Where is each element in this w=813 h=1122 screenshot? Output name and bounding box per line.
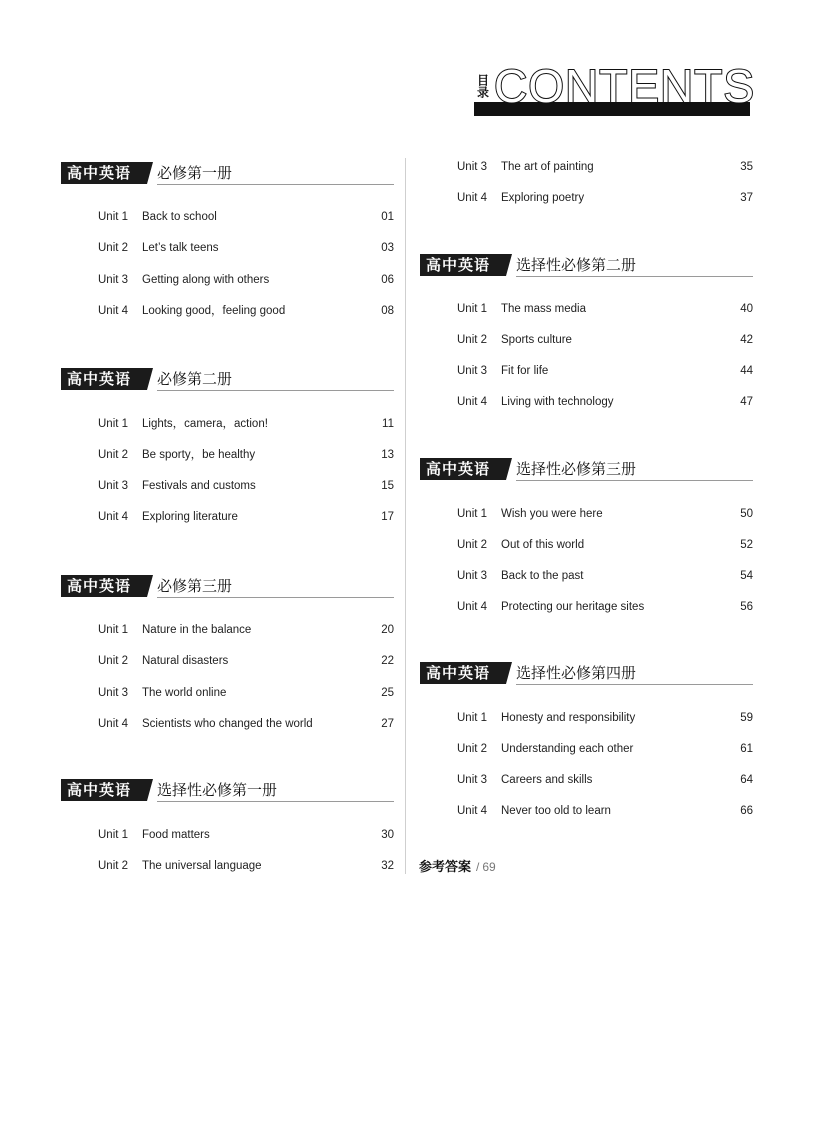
unit-number: Unit 2 — [457, 539, 488, 551]
unit-number: Unit 2 — [98, 242, 129, 254]
section-tag-text: 高中英语 — [426, 460, 491, 478]
section-tag — [61, 575, 147, 597]
unit-number: Unit 3 — [98, 687, 129, 699]
toc-entry[interactable] — [98, 416, 394, 432]
toc-entry[interactable] — [98, 240, 394, 256]
section-tag-text: 高中英语 — [67, 781, 132, 799]
unit-number: Unit 2 — [457, 334, 488, 346]
answers-separator: / — [476, 860, 480, 874]
section-book-title: 选择性必修第一册 — [157, 781, 278, 799]
unit-title: Understanding each other — [501, 743, 634, 755]
toc-entry[interactable] — [98, 272, 394, 288]
unit-number: Unit 4 — [457, 396, 488, 408]
section-tag — [420, 662, 506, 684]
unit-number: Unit 2 — [98, 655, 129, 667]
toc-entry[interactable] — [98, 716, 394, 732]
toc-entry[interactable] — [98, 478, 394, 494]
section-tag-text: 高中英语 — [426, 256, 491, 274]
toc-entry[interactable] — [98, 858, 394, 874]
unit-number: Unit 4 — [457, 805, 488, 817]
unit-title: Getting along with others — [142, 274, 270, 286]
section-header-book3 — [61, 575, 394, 597]
section-book-title: 必修第三册 — [157, 577, 233, 595]
section-header-elective1 — [61, 779, 394, 801]
section-header-book2 — [61, 368, 394, 390]
unit-title: Back to school — [142, 211, 217, 223]
unit-page: 13 — [381, 449, 394, 461]
toc-entry[interactable] — [98, 509, 394, 525]
unit-number: Unit 4 — [98, 718, 129, 730]
unit-title: Living with technology — [501, 396, 614, 408]
answers-entry[interactable] — [419, 856, 496, 874]
unit-title: The mass media — [501, 303, 587, 315]
unit-title: Natural disasters — [142, 655, 229, 667]
toc-entry[interactable] — [457, 190, 753, 206]
section-tag-text: 高中英语 — [67, 370, 132, 388]
unit-title: Nature in the balance — [142, 624, 252, 636]
section-rule — [157, 184, 394, 185]
unit-page: 64 — [740, 774, 753, 786]
toc-entry[interactable] — [457, 741, 753, 757]
header-title-en: CONTENTS — [494, 60, 755, 112]
unit-number: Unit 3 — [98, 480, 129, 492]
unit-page: 27 — [381, 718, 394, 730]
unit-title: Scientists who changed the world — [142, 718, 313, 730]
unit-page: 37 — [740, 192, 753, 204]
unit-page: 22 — [381, 655, 394, 667]
unit-number: Unit 1 — [98, 211, 129, 223]
unit-number: Unit 3 — [457, 774, 488, 786]
unit-page: 61 — [740, 743, 753, 755]
answers-label: 参考答案 — [419, 860, 472, 875]
toc-entry[interactable] — [457, 332, 753, 348]
unit-number: Unit 3 — [457, 365, 488, 377]
unit-number: Unit 3 — [457, 161, 488, 173]
unit-page: 15 — [381, 480, 394, 492]
unit-number: Unit 1 — [98, 829, 129, 841]
section-rule — [157, 597, 394, 598]
unit-title: Looking good，feeling good — [142, 305, 286, 317]
unit-title: Let’s talk teens — [142, 242, 219, 254]
toc-entry[interactable] — [457, 394, 753, 410]
column-divider — [405, 158, 406, 874]
section-header-elective2 — [420, 254, 753, 276]
toc-entry[interactable] — [98, 622, 394, 638]
answers-page: 69 — [482, 860, 496, 874]
toc-entry[interactable] — [457, 506, 753, 522]
section-tag — [420, 458, 506, 480]
unit-page: 17 — [381, 511, 394, 523]
unit-page: 40 — [740, 303, 753, 315]
unit-page: 42 — [740, 334, 753, 346]
unit-title: Never too old to learn — [501, 805, 611, 817]
unit-title: Be sporty，be healthy — [142, 449, 256, 461]
section-tag-text: 高中英语 — [67, 577, 132, 595]
unit-number: Unit 2 — [98, 860, 129, 872]
section-rule — [157, 390, 394, 391]
toc-entry[interactable] — [457, 599, 753, 615]
unit-page: 50 — [740, 508, 753, 520]
section-tag-text: 高中英语 — [67, 164, 132, 182]
unit-page: 59 — [740, 712, 753, 724]
toc-entry[interactable] — [457, 301, 753, 317]
unit-title: Festivals and customs — [142, 480, 256, 492]
unit-page: 01 — [381, 211, 394, 223]
unit-title: The universal language — [142, 860, 262, 872]
unit-title: Sports culture — [501, 334, 572, 346]
section-header-elective4 — [420, 662, 753, 684]
unit-number: Unit 3 — [98, 274, 129, 286]
section-header-book1 — [61, 162, 394, 184]
contents-header — [472, 60, 755, 118]
unit-page: 52 — [740, 539, 753, 551]
section-tag-text: 高中英语 — [426, 664, 491, 682]
unit-page: 03 — [381, 242, 394, 254]
header-title-cn-text: 目录 — [475, 74, 490, 98]
toc-entry[interactable] — [98, 827, 394, 843]
section-book-title: 选择性必修第三册 — [516, 460, 637, 478]
section-tag — [420, 254, 506, 276]
unit-page: 56 — [740, 601, 753, 613]
section-rule — [516, 480, 753, 481]
unit-page: 30 — [381, 829, 394, 841]
unit-title: Lights，camera，action! — [142, 418, 268, 430]
unit-page: 25 — [381, 687, 394, 699]
unit-number: Unit 4 — [457, 601, 488, 613]
unit-page: 11 — [382, 418, 394, 430]
unit-page: 20 — [381, 624, 394, 636]
unit-page: 35 — [740, 161, 753, 173]
unit-number: Unit 1 — [457, 508, 488, 520]
section-book-title: 选择性必修第四册 — [516, 664, 637, 682]
toc-entry[interactable] — [457, 568, 753, 584]
toc-entry[interactable] — [457, 803, 753, 819]
section-book-title: 选择性必修第二册 — [516, 256, 637, 274]
unit-title: Out of this world — [501, 539, 585, 551]
unit-page: 32 — [381, 860, 394, 872]
unit-title: Exploring literature — [142, 511, 238, 523]
toc-entry[interactable] — [457, 159, 753, 175]
toc-entry[interactable] — [98, 685, 394, 701]
unit-number: Unit 2 — [457, 743, 488, 755]
unit-page: 47 — [740, 396, 753, 408]
unit-title: Food matters — [142, 829, 210, 841]
section-tag — [61, 162, 147, 184]
toc-entry[interactable] — [98, 447, 394, 463]
unit-page: 66 — [740, 805, 753, 817]
header-title-cn — [475, 74, 489, 101]
section-book-title: 必修第二册 — [157, 370, 233, 388]
unit-number: Unit 4 — [457, 192, 488, 204]
unit-title: Back to the past — [501, 570, 584, 582]
unit-page: 08 — [381, 305, 394, 317]
unit-page: 06 — [381, 274, 394, 286]
unit-number: Unit 2 — [98, 449, 129, 461]
unit-title: Honesty and responsibility — [501, 712, 636, 724]
unit-title: The art of painting — [501, 161, 594, 173]
toc-entry[interactable] — [457, 537, 753, 553]
unit-title: Wish you were here — [501, 508, 603, 520]
unit-number: Unit 1 — [457, 303, 488, 315]
unit-number: Unit 4 — [98, 305, 129, 317]
unit-number: Unit 3 — [457, 570, 488, 582]
section-header-elective3 — [420, 458, 753, 480]
unit-title: Protecting our heritage sites — [501, 601, 645, 613]
section-tag — [61, 779, 147, 801]
unit-title: Fit for life — [501, 365, 549, 377]
unit-number: Unit 1 — [98, 624, 129, 636]
unit-number: Unit 1 — [457, 712, 488, 724]
toc-entry[interactable] — [457, 363, 753, 379]
section-rule — [516, 684, 753, 685]
unit-title: Careers and skills — [501, 774, 593, 786]
toc-entry[interactable] — [457, 710, 753, 726]
unit-number: Unit 1 — [98, 418, 129, 430]
unit-title: Exploring poetry — [501, 192, 585, 204]
unit-page: 44 — [740, 365, 753, 377]
toc-entry[interactable] — [98, 653, 394, 669]
unit-title: The world online — [142, 687, 227, 699]
toc-entry[interactable] — [98, 303, 394, 319]
unit-page: 54 — [740, 570, 753, 582]
toc-entry[interactable] — [98, 209, 394, 225]
section-tag — [61, 368, 147, 390]
unit-number: Unit 4 — [98, 511, 129, 523]
toc-entry[interactable] — [457, 772, 753, 788]
section-book-title: 必修第一册 — [157, 164, 233, 182]
section-rule — [516, 276, 753, 277]
section-rule — [157, 801, 394, 802]
